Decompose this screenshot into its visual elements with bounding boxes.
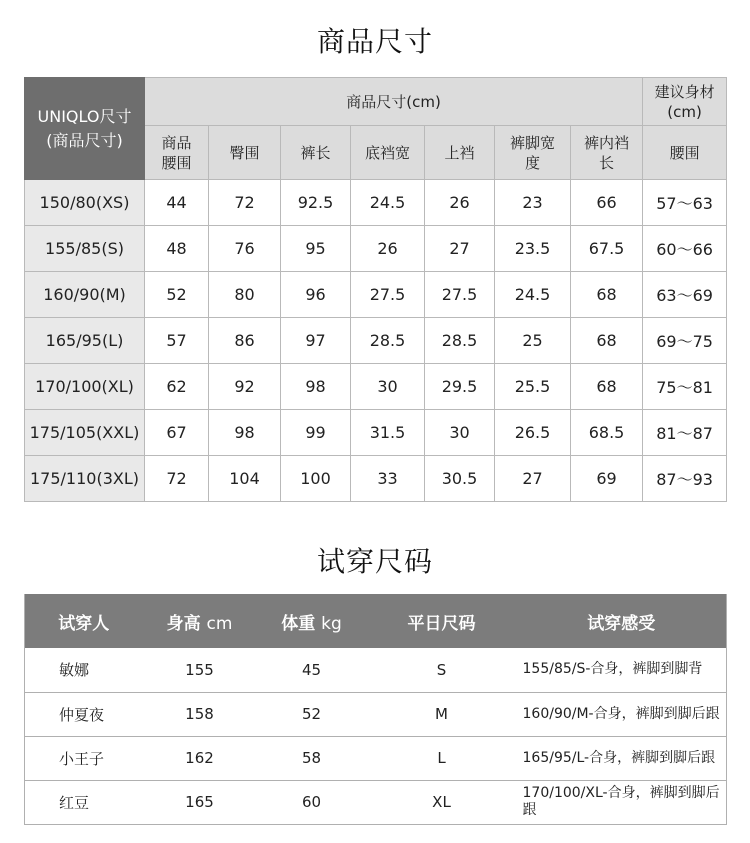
suggest-body-header: 建议身材(cm) [643, 78, 727, 126]
tryon-section-title: 试穿尺码 [316, 545, 433, 578]
table-row [25, 226, 727, 272]
weight-header-label: 体重 [281, 613, 316, 634]
value-cell: 98 [281, 364, 351, 410]
tester-name-cell: 红豆 [25, 780, 143, 824]
column-header: 裤长 [281, 126, 351, 180]
tester-name-cell: 仲夏夜 [25, 692, 143, 736]
value-cell: 67.5 [571, 226, 643, 272]
table-row [25, 272, 727, 318]
tryon-weight-header [257, 594, 367, 648]
value-cell: 44 [145, 180, 209, 226]
tryon-row [25, 736, 727, 780]
value-cell: 30.5 [425, 456, 495, 502]
feel-cell: 160/90/M-合身，裤脚到脚后跟 [517, 692, 727, 736]
size-table-body [25, 180, 727, 502]
table-row [25, 364, 727, 410]
height-header-label: 身高 [166, 613, 201, 634]
value-cell: 23.5 [495, 226, 571, 272]
tester-name-cell: 小王子 [25, 736, 143, 780]
weight-unit-label: kg [321, 613, 342, 634]
value-cell: 80 [209, 272, 281, 318]
value-cell: 95 [281, 226, 351, 272]
value-cell: 30 [351, 364, 425, 410]
value-cell: 29.5 [425, 364, 495, 410]
value-cell: 28.5 [425, 318, 495, 364]
height-cell: 162 [143, 736, 257, 780]
value-cell: 26 [351, 226, 425, 272]
brand-size-sublabel: (商品尺寸) [46, 130, 123, 150]
column-header: 商品腰围 [145, 126, 209, 180]
value-cell: 68 [571, 318, 643, 364]
value-cell: 68 [571, 272, 643, 318]
value-cell: 72 [209, 180, 281, 226]
value-cell: 27.5 [351, 272, 425, 318]
column-header: 裤脚宽度 [495, 126, 571, 180]
usual-size-cell: XL [367, 780, 517, 824]
value-cell: 92 [209, 364, 281, 410]
weight-cell: 52 [257, 692, 367, 736]
size-label-cell: 150/80(XS) [25, 180, 145, 226]
tryon-feel-header [517, 594, 727, 648]
value-cell: 27.5 [425, 272, 495, 318]
feel-cell: 155/85/S-合身，裤脚到脚背 [517, 648, 727, 692]
height-cell: 165 [143, 780, 257, 824]
tester-name-cell: 敏娜 [25, 648, 143, 692]
usual-size-cell: S [367, 648, 517, 692]
size-label-cell: 175/110(3XL) [25, 456, 145, 502]
table-row [25, 180, 727, 226]
table-row [25, 456, 727, 502]
value-cell: 76 [209, 226, 281, 272]
person-header-label: 试穿人 [58, 613, 110, 634]
height-unit-label: cm [206, 613, 233, 634]
tryon-row [25, 692, 727, 736]
value-cell: 25 [495, 318, 571, 364]
weight-cell: 60 [257, 780, 367, 824]
value-cell: 24.5 [495, 272, 571, 318]
value-cell: 98 [209, 410, 281, 456]
size-label-cell: 160/90(M) [25, 272, 145, 318]
value-cell: 86 [209, 318, 281, 364]
tryon-height-header [143, 594, 257, 648]
feel-cell: 170/100/XL-合身，裤脚到脚后跟 [517, 780, 727, 824]
value-cell: 68 [571, 364, 643, 410]
table-row [25, 410, 727, 456]
value-cell: 96 [281, 272, 351, 318]
value-cell: 52 [145, 272, 209, 318]
value-cell: 27 [425, 226, 495, 272]
value-cell: 62 [145, 364, 209, 410]
value-cell: 68.5 [571, 410, 643, 456]
tryon-table-body [25, 648, 727, 824]
size-section-title: 商品尺寸 [316, 25, 433, 58]
value-cell: 69～75 [643, 318, 727, 364]
value-cell: 25.5 [495, 364, 571, 410]
size-header-label: 平日尺码 [407, 613, 476, 634]
product-size-group-header: 商品尺寸(cm) [145, 78, 643, 126]
brand-size-label: UNIQLO尺寸 [37, 106, 132, 126]
value-cell: 66 [571, 180, 643, 226]
value-cell: 63～69 [643, 272, 727, 318]
value-cell: 26 [425, 180, 495, 226]
value-cell: 92.5 [281, 180, 351, 226]
value-cell: 31.5 [351, 410, 425, 456]
value-cell: 30 [425, 410, 495, 456]
usual-size-cell: M [367, 692, 517, 736]
value-cell: 33 [351, 456, 425, 502]
value-cell: 97 [281, 318, 351, 364]
value-cell: 27 [495, 456, 571, 502]
usual-size-cell: L [367, 736, 517, 780]
brand-size-header [25, 78, 145, 180]
tryon-row [25, 780, 727, 824]
weight-cell: 45 [257, 648, 367, 692]
value-cell: 69 [571, 456, 643, 502]
value-cell: 60～66 [643, 226, 727, 272]
height-cell: 155 [143, 648, 257, 692]
value-cell: 87～93 [643, 456, 727, 502]
tryon-size-header [367, 594, 517, 648]
value-cell: 99 [281, 410, 351, 456]
height-cell: 158 [143, 692, 257, 736]
value-cell: 26.5 [495, 410, 571, 456]
value-cell: 57 [145, 318, 209, 364]
value-cell: 67 [145, 410, 209, 456]
tryon-person-header [25, 594, 143, 648]
size-table [24, 77, 727, 502]
tryon-row [25, 648, 727, 692]
table-row [25, 318, 727, 364]
value-cell: 28.5 [351, 318, 425, 364]
value-cell: 23 [495, 180, 571, 226]
tryon-table [24, 594, 727, 825]
value-cell: 104 [209, 456, 281, 502]
suggest-waist-header: 腰围 [643, 126, 727, 180]
feel-cell: 165/95/L-合身，裤脚到脚后跟 [517, 736, 727, 780]
value-cell: 81～87 [643, 410, 727, 456]
value-cell: 100 [281, 456, 351, 502]
size-label-cell: 165/95(L) [25, 318, 145, 364]
column-header: 裤内裆长 [571, 126, 643, 180]
value-cell: 48 [145, 226, 209, 272]
value-cell: 75～81 [643, 364, 727, 410]
feel-header-label: 试穿感受 [587, 613, 656, 634]
column-header: 臀围 [209, 126, 281, 180]
column-header: 底裆宽 [351, 126, 425, 180]
weight-cell: 58 [257, 736, 367, 780]
value-cell: 72 [145, 456, 209, 502]
size-label-cell: 175/105(XXL) [25, 410, 145, 456]
size-label-cell: 170/100(XL) [25, 364, 145, 410]
column-header: 上裆 [425, 126, 495, 180]
value-cell: 57～63 [643, 180, 727, 226]
value-cell: 24.5 [351, 180, 425, 226]
size-label-cell: 155/85(S) [25, 226, 145, 272]
